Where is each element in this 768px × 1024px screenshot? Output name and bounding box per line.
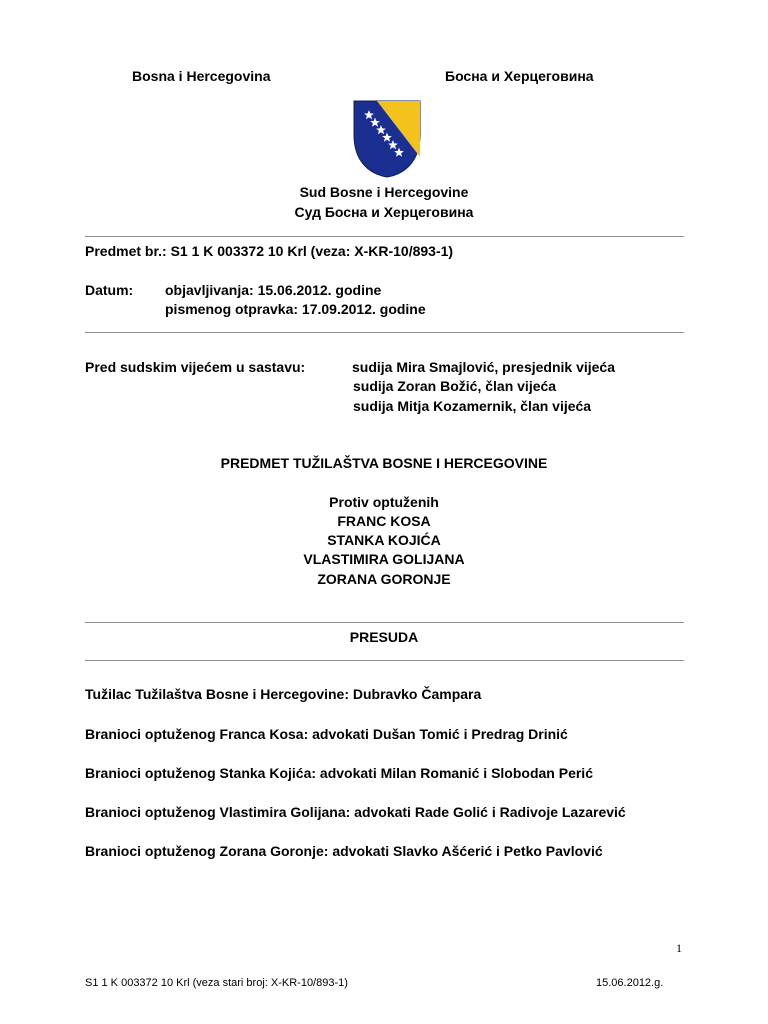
court-name-latin: Sud Bosne i Hercegovine (299, 184, 469, 200)
publication-date: objavljivanja: 15.06.2012. godine (165, 282, 382, 298)
divider (85, 332, 684, 333)
country-name-latin: Bosna i Hercegovina (132, 68, 271, 84)
divider (85, 236, 684, 237)
prosecutor-line: Tužilac Tužilaštva Bosne i Hercegovine: Dubravko Čampara (85, 686, 482, 702)
coat-of-arms-icon (352, 99, 422, 179)
panel-member: sudija Mitja Kozamernik, član vijeća (353, 398, 592, 414)
panel-member: sudija Zoran Božić, član vijeća (353, 378, 557, 394)
divider (85, 660, 684, 661)
written-date: pismenog otpravka: 17.09.2012. godine (165, 301, 426, 317)
defense-counsel-line: Branioci optuženog Stanka Kojića: advokati Milan Romanić i Slobodan Perić (85, 765, 593, 781)
panel-member: sudija Mira Smajlović, presjednik vijeća (352, 359, 616, 375)
case-subject-title: PREDMET TUŽILAŠTVA BOSNE I HERCEGOVINE (220, 455, 548, 471)
date-label: Datum: (85, 282, 134, 298)
country-name-cyrillic: Босна и Херцеговина (445, 68, 594, 84)
divider (85, 622, 684, 623)
footer-case-reference: S1 1 K 003372 10 Krl (veza stari broj: X-KR-10/893-1) (85, 977, 348, 989)
panel-label: Pred sudskim vijećem u sastavu: (85, 359, 306, 375)
court-name-cyrillic: Суд Босна и Херцеговина (294, 204, 474, 220)
defense-counsel-line: Branioci optuženog Franca Kosa: advokati Dušan Tomić i Predrag Drinić (85, 726, 568, 742)
case-number: Predmet br.: S1 1 K 003372 10 Krl (veza: X-KR-10/893-1) (85, 243, 454, 259)
accused-name: STANKA KOJIĆA (327, 532, 441, 548)
against-label: Protiv optuženih (329, 494, 439, 510)
defense-counsel-line: Branioci optuženog Zorana Goronje: advokati Slavko Ašćerić i Petko Pavlović (85, 843, 603, 859)
accused-name: ZORANA GORONJE (317, 571, 451, 587)
accused-name: FRANC KOSA (337, 513, 431, 529)
page-number: 1 (676, 941, 682, 955)
verdict-title: PRESUDA (349, 629, 419, 645)
footer-date: 15.06.2012.g. (596, 977, 664, 989)
accused-name: VLASTIMIRA GOLIJANA (303, 551, 465, 567)
defense-counsel-line: Branioci optuženog Vlastimira Golijana: advokati Rade Golić i Radivoje Lazarević (85, 804, 626, 820)
